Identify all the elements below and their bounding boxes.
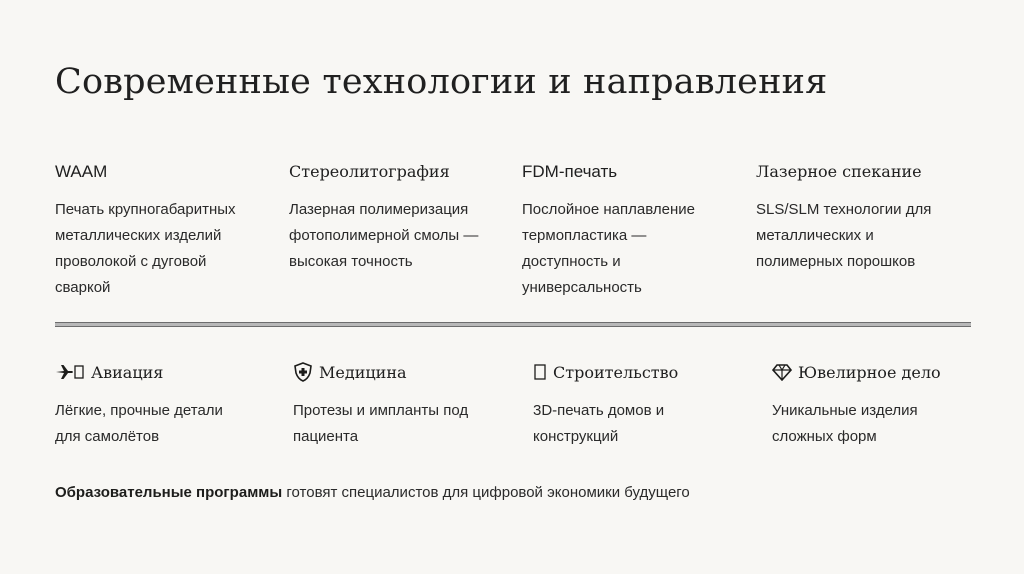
application-description <box>293 398 513 450</box>
section-divider <box>55 322 971 327</box>
desc-line: 3D-печать домов и <box>533 402 665 419</box>
tech-name: WAAM <box>55 162 108 181</box>
desc-line: для самолётов <box>55 428 160 445</box>
building-icon <box>533 363 547 381</box>
desc-line: Лазерная полимеризация <box>289 201 469 218</box>
application-name: Ювелирное дело <box>798 362 941 382</box>
diamond-icon <box>772 363 792 381</box>
application-header <box>533 358 753 386</box>
desc-line: универсальность <box>522 279 642 296</box>
desc-line: сложных форм <box>772 428 877 445</box>
tech-column-fdm <box>522 160 737 301</box>
desc-line: полимерных порошков <box>756 253 916 270</box>
application-medicine <box>293 358 513 450</box>
application-name: Строительство <box>553 362 679 382</box>
tech-description <box>55 197 270 301</box>
tech-column-waam <box>55 160 270 301</box>
desc-line: Лёгкие, прочные детали <box>55 402 223 419</box>
medical-shield-icon <box>293 362 313 382</box>
desc-line: пациента <box>293 428 359 445</box>
tech-name: Стереолитография <box>289 162 450 181</box>
desc-line: металлических изделий <box>55 227 222 244</box>
application-header <box>293 358 513 386</box>
tech-description <box>289 197 504 275</box>
application-name: Авиация <box>91 362 164 382</box>
application-aviation <box>55 358 275 450</box>
page-title: Современные технологии и направления <box>55 62 828 102</box>
application-description <box>533 398 753 450</box>
tech-name: FDM-печать <box>522 162 618 181</box>
application-jewelry <box>772 358 992 450</box>
tech-description <box>756 197 971 275</box>
desc-line: доступность и <box>522 253 621 270</box>
desc-line: Послойное наплавление <box>522 201 695 218</box>
desc-line: металлических и <box>756 227 874 244</box>
footer-bold: Образовательные программы <box>55 484 283 501</box>
airplane-icon <box>55 363 85 381</box>
desc-line: проволокой с дуговой <box>55 253 207 270</box>
desc-line: Протезы и импланты под <box>293 402 469 419</box>
desc-line: фотополимерной смолы — <box>289 227 479 244</box>
application-header <box>772 358 992 386</box>
tech-column-stereolithography <box>289 160 504 275</box>
footer-note <box>55 484 690 501</box>
desc-line: сваркой <box>55 279 111 296</box>
tech-column-laser-sintering <box>756 160 971 275</box>
application-header <box>55 358 275 386</box>
tech-description <box>522 197 737 301</box>
desc-line: Уникальные изделия <box>772 402 918 419</box>
desc-line: SLS/SLM технологии для <box>756 201 932 218</box>
desc-line: термопластика — <box>522 227 647 244</box>
application-description <box>55 398 275 450</box>
desc-line: высокая точность <box>289 253 413 270</box>
application-description <box>772 398 992 450</box>
tech-name: Лазерное спекание <box>756 162 922 181</box>
application-construction <box>533 358 753 450</box>
desc-line: Печать крупногабаритных <box>55 201 236 218</box>
desc-line: конструкций <box>533 428 619 445</box>
footer-text: готовят специалистов для цифровой экономики будущего <box>282 484 690 501</box>
application-name: Медицина <box>319 362 407 382</box>
